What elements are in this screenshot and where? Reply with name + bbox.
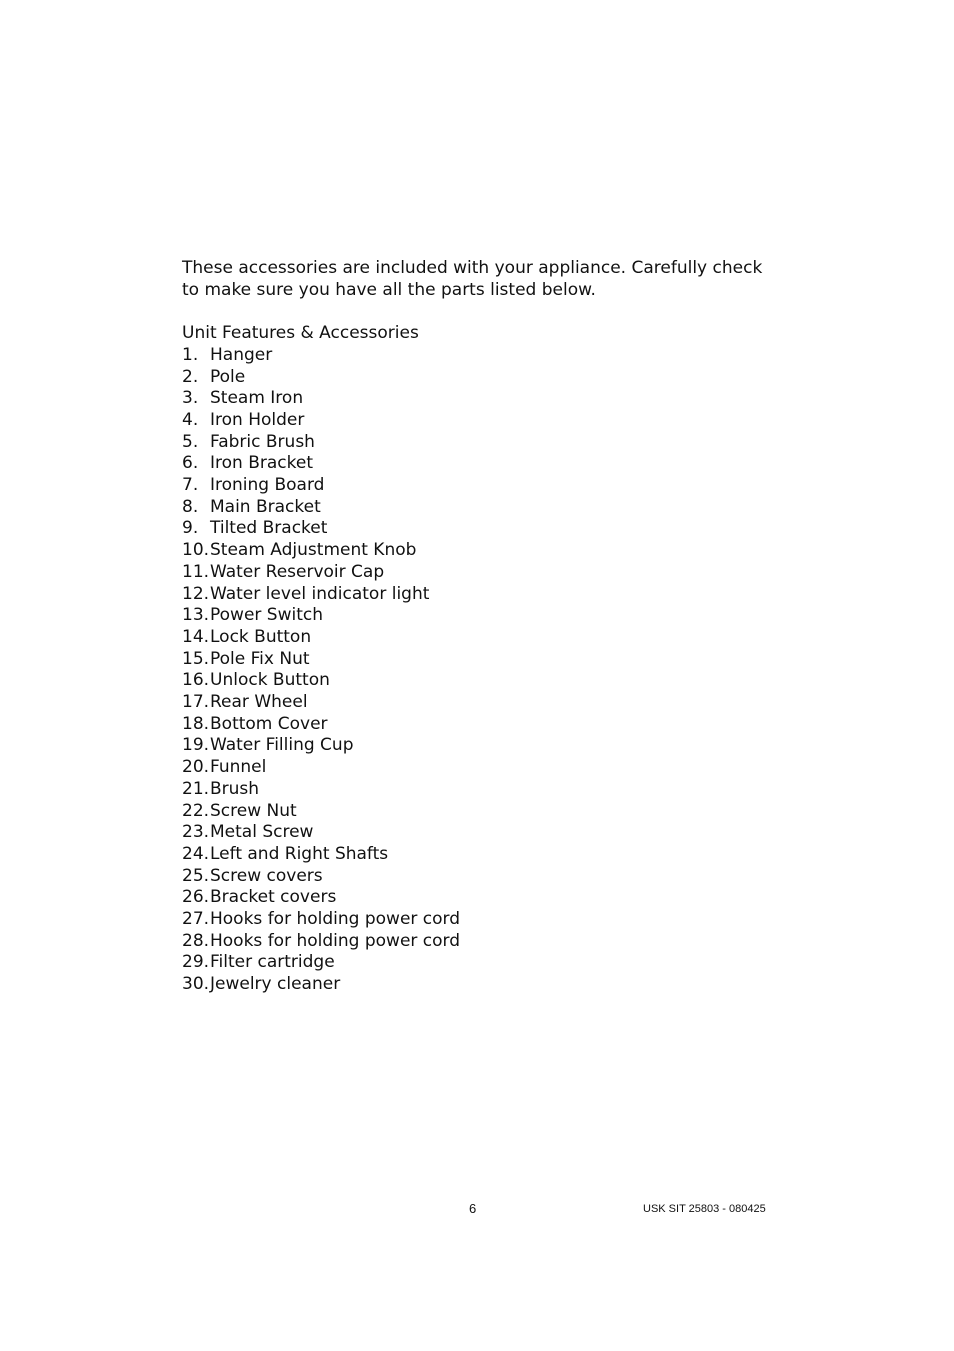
list-item-label: Bottom Cover (210, 713, 328, 734)
list-item-number: 15. (182, 648, 210, 669)
list-item (182, 410, 782, 432)
list-item (182, 952, 782, 974)
list-item (182, 475, 782, 497)
list-item-number: 16. (182, 670, 210, 691)
intro-paragraph: These accessories are included with your appliance. Carefully check to make sure you have all the parts listed below. (182, 258, 763, 300)
list-item-label: Water level indicator light (210, 583, 430, 604)
list-item (182, 931, 782, 953)
section-title: Unit Features & Accessories (182, 323, 419, 344)
list-item (182, 909, 782, 931)
list-item (182, 367, 782, 389)
list-item-label: Hooks for holding power cord (210, 909, 461, 930)
list-item (182, 497, 782, 519)
list-item-label: Steam Adjustment Knob (210, 540, 417, 561)
list-item (182, 562, 782, 584)
document-code: USK SIT 25803 - 080425 (643, 1203, 766, 1215)
list-item-label: Iron Holder (210, 409, 305, 430)
list-item (182, 974, 782, 996)
list-item-label: Brush (210, 778, 260, 799)
list-item-number: 8. (182, 496, 199, 517)
page-number: 6 (469, 1201, 477, 1216)
list-item (182, 779, 782, 801)
list-item-number: 18. (182, 713, 210, 734)
list-item-number: 27. (182, 909, 210, 930)
list-item (182, 388, 782, 410)
list-item-label: Water Reservoir Cap (210, 561, 385, 582)
list-item (182, 540, 782, 562)
list-item-number: 1. (182, 344, 199, 365)
list-item-label: Main Bracket (210, 496, 321, 517)
list-item-number: 3. (182, 388, 199, 409)
list-item-number: 4. (182, 409, 199, 430)
list-item-number: 21. (182, 778, 210, 799)
list-item (182, 844, 782, 866)
list-item (182, 432, 782, 454)
list-item-label: Rear Wheel (210, 692, 308, 713)
list-item (182, 714, 782, 736)
list-item (182, 649, 782, 671)
list-item (182, 757, 782, 779)
list-item-label: Steam Iron (210, 388, 304, 409)
list-item-label: Iron Bracket (210, 453, 313, 474)
list-item (182, 866, 782, 888)
document-body (182, 258, 782, 996)
list-item-label: Pole (210, 366, 246, 387)
list-item-label: Hanger (210, 344, 273, 365)
list-item (182, 453, 782, 475)
list-item-label: Power Switch (210, 605, 324, 626)
list-item-number: 13. (182, 605, 210, 626)
list-item-label: Pole Fix Nut (210, 648, 310, 669)
list-item (182, 822, 782, 844)
list-item (182, 692, 782, 714)
list-item-number: 7. (182, 475, 199, 496)
list-item-label: Ironing Board (210, 475, 325, 496)
list-item-label: Filter cartridge (210, 952, 335, 973)
list-item-label: Lock Button (210, 626, 312, 647)
list-item-label: Hooks for holding power cord (210, 930, 461, 951)
list-item-label: Funnel (210, 757, 267, 778)
list-item (182, 801, 782, 823)
list-item-number: 22. (182, 800, 210, 821)
list-item-label: Metal Screw (210, 822, 314, 843)
list-item (182, 887, 782, 909)
list-item-number: 2. (182, 366, 199, 387)
list-item-number: 20. (182, 757, 210, 778)
list-item (182, 627, 782, 649)
list-item-number: 29. (182, 952, 210, 973)
list-item (182, 670, 782, 692)
list-item (182, 345, 782, 367)
list-item-number: 25. (182, 865, 210, 886)
list-item-number: 23. (182, 822, 210, 843)
list-item-number: 6. (182, 453, 199, 474)
list-item (182, 735, 782, 757)
list-item-label: Tilted Bracket (210, 518, 328, 539)
list-item-label: Screw Nut (210, 800, 297, 821)
list-item-number: 5. (182, 431, 199, 452)
list-item-number: 9. (182, 518, 199, 539)
list-item-number: 11. (182, 561, 210, 582)
list-item (182, 518, 782, 540)
list-item-label: Bracket covers (210, 887, 337, 908)
list-item-number: 30. (182, 974, 210, 995)
list-item-number: 14. (182, 626, 210, 647)
list-item-label: Fabric Brush (210, 431, 315, 452)
list-item-label: Screw covers (210, 865, 323, 886)
list-item (182, 584, 782, 606)
list-item-number: 28. (182, 930, 210, 951)
list-item-label: Water Filling Cup (210, 735, 354, 756)
list-item-label: Jewelry cleaner (210, 974, 341, 995)
list-item-number: 12. (182, 583, 210, 604)
list-item-number: 10. (182, 540, 210, 561)
list-item-number: 17. (182, 692, 210, 713)
list-item-number: 26. (182, 887, 210, 908)
parts-list (182, 345, 782, 996)
list-item-number: 24. (182, 843, 210, 864)
list-item-label: Left and Right Shafts (210, 843, 389, 864)
list-item-number: 19. (182, 735, 210, 756)
list-item (182, 605, 782, 627)
list-item-label: Unlock Button (210, 670, 330, 691)
